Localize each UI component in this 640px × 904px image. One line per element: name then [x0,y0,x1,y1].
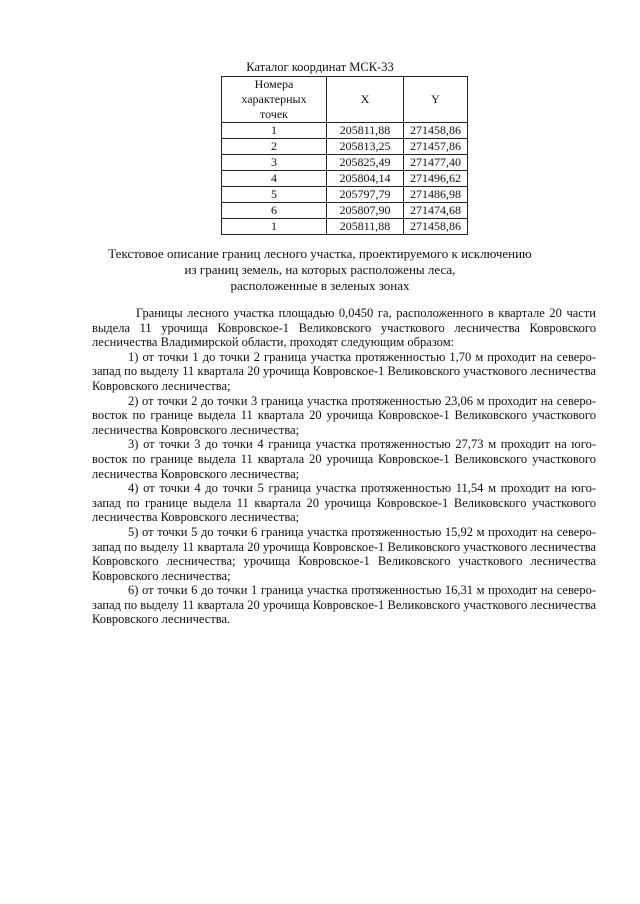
header-x: X [327,77,404,123]
point-number: 5 [222,187,327,203]
y-value: 271474,68 [404,203,468,219]
table-header-row [222,77,468,123]
point-number: 2 [222,139,327,155]
point-number: 1 [222,123,327,139]
point-number: 4 [222,171,327,187]
point-number: 3 [222,155,327,171]
point-number: 6 [222,203,327,219]
intro-paragraph: Границы лесного участка площадью 0,0450 га, расположенного в квартале 20 части выдела 11 урочища Ковровское-1 Великовского участкового лесничества Ковровского лесничества Владимирской области, проходят следующим образом: [92,306,596,350]
boundary-segment-item: 2) от точки 2 до точки 3 граница участка протяженностью 23,06 м проходит на северо-восток по границе выдела 11 квартала 20 урочища Ковровское-1 Великовского участкового лесничества Ковровского лесничества; [92,393,596,437]
boundary-description [92,306,596,627]
y-value: 271477,40 [404,155,468,171]
boundary-segment-item: 3) от точки 3 до точки 4 граница участка протяженностью 27,73 м проходит на юго-восток по границе выдела 11 квартала 20 урочища Ковровское-1 Великовского участкового лесничества Ковровского лесничества; [92,437,596,481]
heading-line: из границ земель, на которых расположены леса, [184,262,456,277]
y-value: 271486,98 [404,187,468,203]
x-value: 205807,90 [327,203,404,219]
y-value: 271458,86 [404,123,468,139]
x-value: 205797,79 [327,187,404,203]
y-value: 271458,86 [404,219,468,235]
table-caption: Каталог координат МСК-33 [246,60,394,74]
x-value: 205811,88 [327,123,404,139]
boundary-segment-item: 6) от точки 6 до точки 1 граница участка протяженностью 16,31 м проходит на северо-запад по выделу 11 квартала 20 урочища Ковровское-1 Великовского участкового лесничества Ковровского лесничества. [92,583,596,627]
table-row [222,139,468,155]
x-value: 205811,88 [327,219,404,235]
coordinates-table [221,76,468,235]
x-value: 205804,14 [327,171,404,187]
section-heading [60,246,580,294]
table-row [222,155,468,171]
boundary-segment-item: 1) от точки 1 до точки 2 граница участка протяженностью 1,70 м проходит на северо-запад по выделу 11 квартала 20 урочища Ковровское-1 Великовского участкового лесничества Ковровского лесничества; [92,349,596,393]
table-row [222,219,468,235]
y-value: 271457,86 [404,139,468,155]
heading-line: расположенные в зеленых зонах [230,278,410,293]
boundary-segment-item: 5) от точки 5 до точки 6 граница участка протяженностью 15,92 м проходит на северо-запад по выделу 11 квартала 20 урочища Ковровское-1 Великовского участкового лесничества Ковровского лесничества; урочища Ковровское-1 Великовского участкового лесничества Ковровского лесничества; [92,524,596,583]
table-row [222,171,468,187]
x-value: 205825,49 [327,155,404,171]
table-row [222,123,468,139]
table-row [222,187,468,203]
boundary-segment-item: 4) от точки 4 до точки 5 граница участка протяженностью 11,54 м проходит на юго-запад по границе выдела 11 квартала 20 урочища Ковровское-1 Великовского участкового лесничества Ковровского лесничества; [92,481,596,525]
header-y: Y [404,77,468,123]
x-value: 205813,25 [327,139,404,155]
table-row [222,203,468,219]
header-point-number: Номера характерных точек [222,77,327,123]
heading-line: Текстовое описание границ лесного участка, проектируемого к исключению [108,246,532,261]
point-number: 1 [222,219,327,235]
y-value: 271496,62 [404,171,468,187]
